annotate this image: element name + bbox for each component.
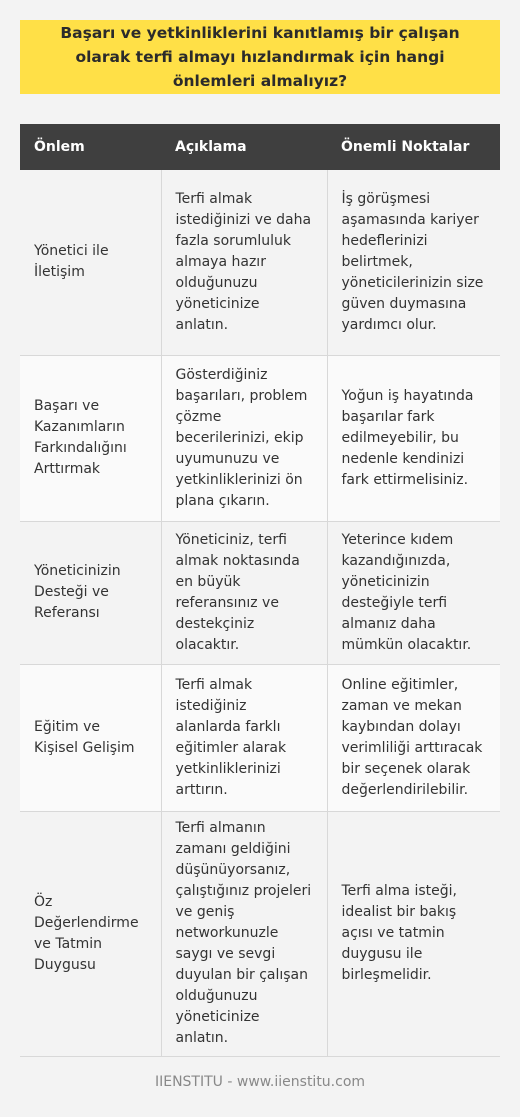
measure-cell: Yönetici ile İletişim bbox=[20, 170, 161, 355]
description-cell: Terfi almanın zamanı geldiğini düşünüyorsanız, çalıştığınız projeleri ve geniş networkunuzle saygı ve sevgi duyulan bir çalışan olduğunuzu yöneticinize anlatın. bbox=[161, 811, 327, 1056]
measures-table bbox=[20, 124, 500, 1057]
table-row bbox=[20, 811, 500, 1056]
table-header-row bbox=[20, 124, 500, 170]
table-row bbox=[20, 355, 500, 521]
notes-cell: Yoğun iş hayatında başarılar fark edilmeyebilir, bu nedenle kendinizi fark ettirmelisiniz. bbox=[327, 355, 500, 521]
measure-cell: Eğitim ve Kişisel Gelişim bbox=[20, 664, 161, 811]
column-header-description: Açıklama bbox=[161, 124, 327, 170]
notes-cell: Yeterince kıdem kazandığınızda, yöneticinizin desteğiyle terfi almanız daha mümkün olacaktır. bbox=[327, 521, 500, 664]
footer-credit: IIENSTITU - www.iienstitu.com bbox=[154, 1074, 366, 1090]
table-row bbox=[20, 664, 500, 811]
measure-cell: Yöneticinizin Desteği ve Referansı bbox=[20, 521, 161, 664]
description-cell: Gösterdiğiniz başarıları, problem çözme becerilerinizi, ekip uyumunuzu ve yetkinliklerinizi ön plana çıkarın. bbox=[161, 355, 327, 521]
notes-cell: Terfi alma isteği, idealist bir bakış açısı ve tatmin duygusu ile birleşmelidir. bbox=[327, 811, 500, 1056]
table-row bbox=[20, 170, 500, 355]
description-cell: Terfi almak istediğinizi ve daha fazla sorumluluk almaya hazır olduğunuzu yöneticinize anlatın. bbox=[161, 170, 327, 355]
notes-cell: Online eğitimler, zaman ve mekan kaybından dolayı verimliliği arttıracak bir seçenek olarak değerlendirilebilir. bbox=[327, 664, 500, 811]
measure-cell: Başarı ve Kazanımların Farkındalığını Arttırmak bbox=[20, 355, 161, 521]
measure-cell: Öz Değerlendirme ve Tatmin Duygusu bbox=[20, 811, 161, 1056]
column-header-measure: Önlem bbox=[20, 124, 161, 170]
notes-cell: İş görüşmesi aşamasında kariyer hedeflerinizi belirtmek, yöneticilerinizin size güven duymasına yardımcı olur. bbox=[327, 170, 500, 355]
page-title: Başarı ve yetkinliklerini kanıtlamış bir çalışan olarak terfi almayı hızlandırmak için hangi önlemleri almalıyız? bbox=[20, 20, 500, 94]
column-header-notes: Önemli Noktalar bbox=[327, 124, 500, 170]
description-cell: Yöneticiniz, terfi almak noktasında en büyük referansınız ve destekçiniz olacaktır. bbox=[161, 521, 327, 664]
description-cell: Terfi almak istediğiniz alanlarda farklı eğitimler alarak yetkinliklerinizi arttırın. bbox=[161, 664, 327, 811]
table-row bbox=[20, 521, 500, 664]
